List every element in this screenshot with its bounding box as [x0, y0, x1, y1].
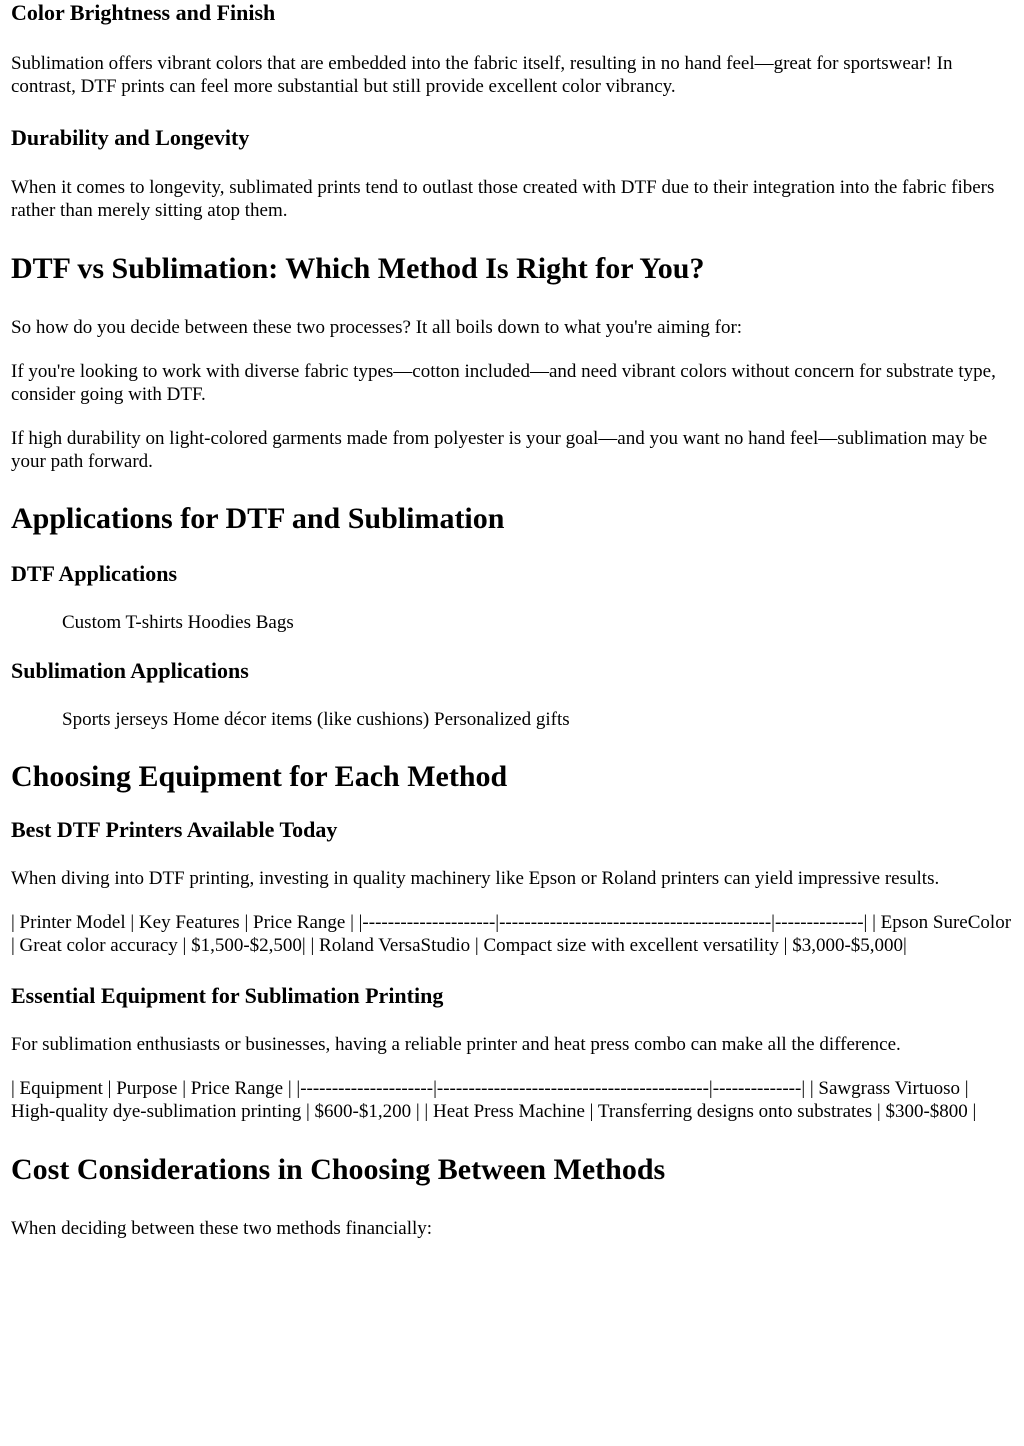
paragraph-sublimation-choice: If high durability on light-colored garments made from polyester is your goal—and you want no hand feel—sublimation may be your path forward. [11, 428, 988, 472]
paragraph-durability: When it comes to longevity, sublimated prints tend to outlast those created with DTF due to their integration into the fabric fibers rather than merely sitting atop them. [11, 177, 995, 221]
list-sublimation-applications: Sports jerseys Home décor items (like cushions) Personalized gifts [62, 709, 570, 730]
paragraph-sublimation-equipment: For sublimation enthusiasts or businesses, having a reliable printer and heat press combo can make all the difference. [11, 1034, 901, 1055]
heading-applications: Applications for DTF and Sublimation [11, 502, 505, 535]
heading-dtf-applications: DTF Applications [11, 561, 178, 586]
heading-durability: Durability and Longevity [11, 125, 250, 150]
paragraph-dtf-printers: When diving into DTF printing, investing in quality machinery like Epson or Roland printers can yield impressive results. [11, 868, 940, 889]
heading-color-brightness: Color Brightness and Finish [11, 0, 276, 25]
table-sublimation-equipment: | Equipment | Purpose | Price Range | |---------------------|-------------------------------------------|--------------| | Sawgrass Virtuoso | High-quality dye-sublimation printing | $600-$1,200 | | Heat Press Machine | Transferring designs onto substrates | $300-$800 | [11, 1078, 977, 1122]
paragraph-cost: When deciding between these two methods financially: [11, 1218, 433, 1239]
heading-sublimation-equipment: Essential Equipment for Sublimation Printing [11, 983, 444, 1008]
paragraph-color-brightness: Sublimation offers vibrant colors that are embedded into the fabric itself, resulting in no hand feel—great for sportswear! In contrast, DTF prints can feel more substantial but still provide excellent color vibrancy. [11, 53, 953, 97]
heading-sublimation-applications: Sublimation Applications [11, 658, 249, 683]
paragraph-which-intro: So how do you decide between these two processes? It all boils down to what you're aiming for: [11, 317, 743, 338]
heading-best-dtf-printers: Best DTF Printers Available Today [11, 817, 338, 842]
heading-which-method: DTF vs Sublimation: Which Method Is Right for You? [11, 252, 705, 285]
heading-choosing-equipment: Choosing Equipment for Each Method [11, 760, 508, 793]
table-dtf-printers: | Printer Model | Key Features | Price Range | |---------------------|-------------------------------------------|--------------| | Epson SureColor | Great color accuracy | $1,500-$2,500| | Roland VersaStudio | Compact size with excellent versatility | $3,000-$5,000| [11, 912, 1012, 956]
heading-cost-considerations: Cost Considerations in Choosing Between Methods [11, 1153, 666, 1186]
paragraph-dtf-choice: If you're looking to work with diverse fabric types—cotton included—and need vibrant colors without concern for substrate type, consider going with DTF. [11, 361, 996, 405]
list-dtf-applications: Custom T-shirts Hoodies Bags [62, 612, 294, 633]
